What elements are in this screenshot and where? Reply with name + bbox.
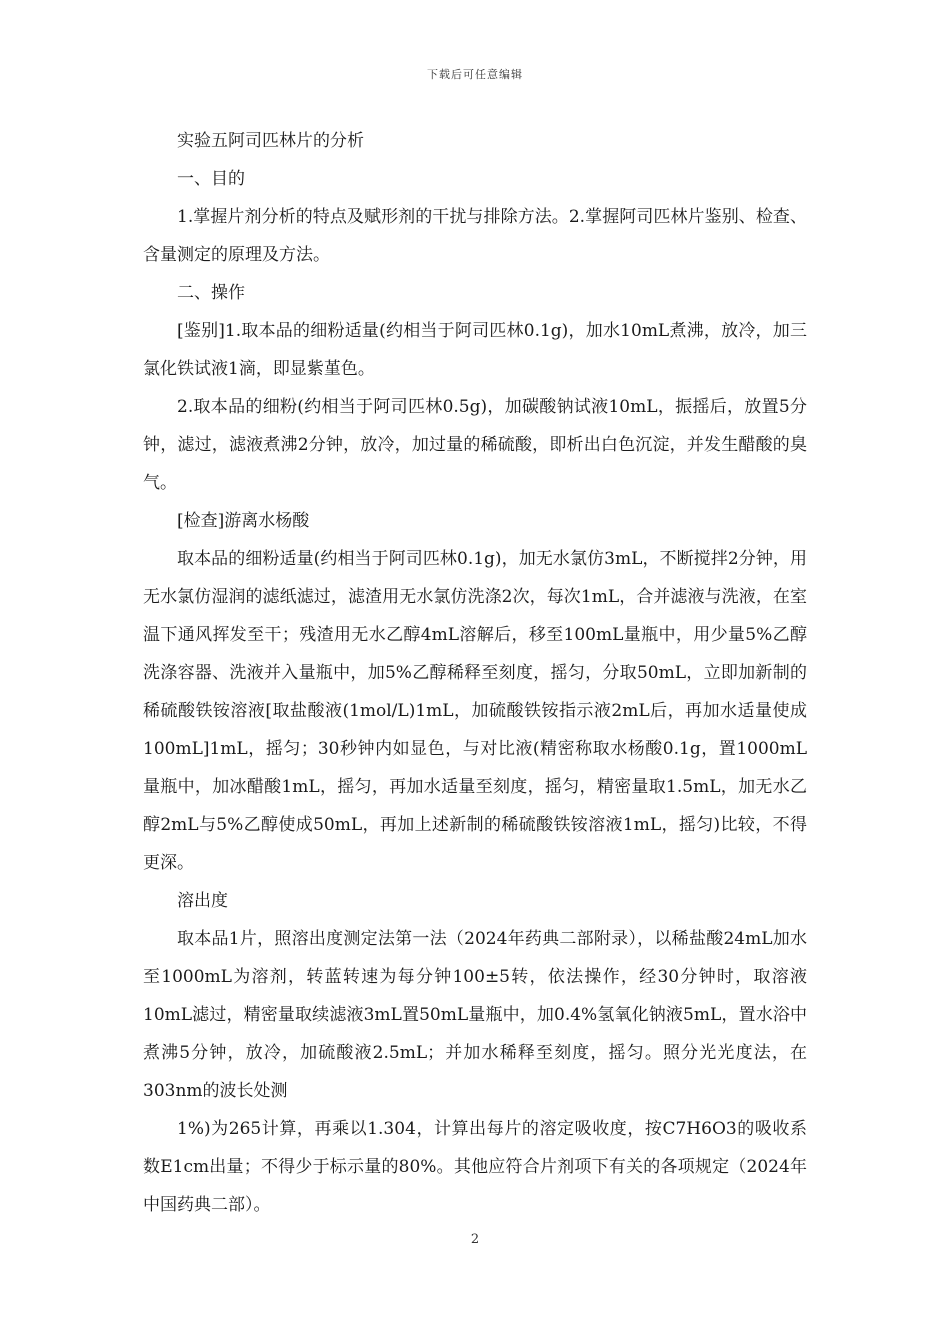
section-heading-purpose: 一、目的 — [177, 169, 245, 189]
page-header: 下载后可任意编辑 — [427, 68, 523, 81]
page-number: 2 — [470, 1232, 480, 1247]
subheading-dissolution: 溶出度 — [177, 891, 228, 911]
document-body — [143, 122, 807, 1224]
paragraph-dissolution: 取本品1片，照溶出度测定法第一法（2024年药典二部附录），以稀盐酸24mL加水至1000mL为溶剂，转蓝转速为每分钟100±5转，依法操作，经30分钟时，取溶液10mL滤过，精密量取续滤液3mL置50mL量瓶中，加0.4%氢氧化钠液5mL，置水浴中煮沸5分钟，放冷，加硫酸液2.5mL；并加水稀释至刻度，摇匀。照分光光度法，在303nm的波长处测 — [143, 929, 807, 1101]
paragraph-identification-1: [鉴别]1.取本品的细粉适量(约相当于阿司匹林0.1g)，加水10mL煮沸，放冷，加三氯化铁试液1滴，即显紫堇色。 — [143, 321, 807, 379]
doc-title: 实验五阿司匹林片的分析 — [177, 131, 364, 151]
subheading-free-salicylic-acid: [检查]游离水杨酸 — [177, 511, 310, 531]
section-heading-operation: 二、操作 — [177, 283, 245, 303]
paragraph-identification-2: 2.取本品的细粉(约相当于阿司匹林0.5g)，加碳酸钠试液10mL，振摇后，放置5分钟，滤过，滤液煮沸2分钟，放冷，加过量的稀硫酸，即析出白色沉淀，并发生醋酸的臭气。 — [143, 397, 807, 493]
paragraph-purpose: 1.掌握片剂分析的特点及赋形剂的干扰与排除方法。2.掌握阿司匹林片鉴别、检查、含量测定的原理及方法。 — [143, 207, 807, 265]
paragraph-dissolution-calc: 1%)为265计算，再乘以1.304，计算出每片的溶定吸收度，按C7H6O3的吸收系数E1cm出量；不得少于标示量的80%。其他应符合片剂项下有关的各项规定（2024年中国药典二部）。 — [143, 1119, 807, 1215]
paragraph-free-salicylic-acid: 取本品的细粉适量(约相当于阿司匹林0.1g)，加无水氯仿3mL，不断搅拌2分钟，用无水氯仿湿润的滤纸滤过，滤渣用无水氯仿洗涤2次，每次1mL，合并滤液与洗液，在室温下通风挥发至干；残渣用无水乙醇4mL溶解后，移至100mL量瓶中，用少量5%乙醇洗涤容器、洗液并入量瓶中，加5%乙醇稀释至刻度，摇匀，分取50mL，立即加新制的稀硫酸铁铵溶液[取盐酸液(1mol/L)1mL，加硫酸铁铵指示液2mL后，再加水适量使成100mL]1mL，摇匀；30秒钟内如显色，与对比液(精密称取水杨酸0.1g，置1000mL量瓶中，加冰醋酸1mL，摇匀，再加水适量至刻度，摇匀，精密量取1.5mL，加无水乙醇2mL与5%乙醇使成50mL，再加上述新制的稀硫酸铁铵溶液1mL，摇匀)比较，不得更深。 — [143, 549, 807, 873]
